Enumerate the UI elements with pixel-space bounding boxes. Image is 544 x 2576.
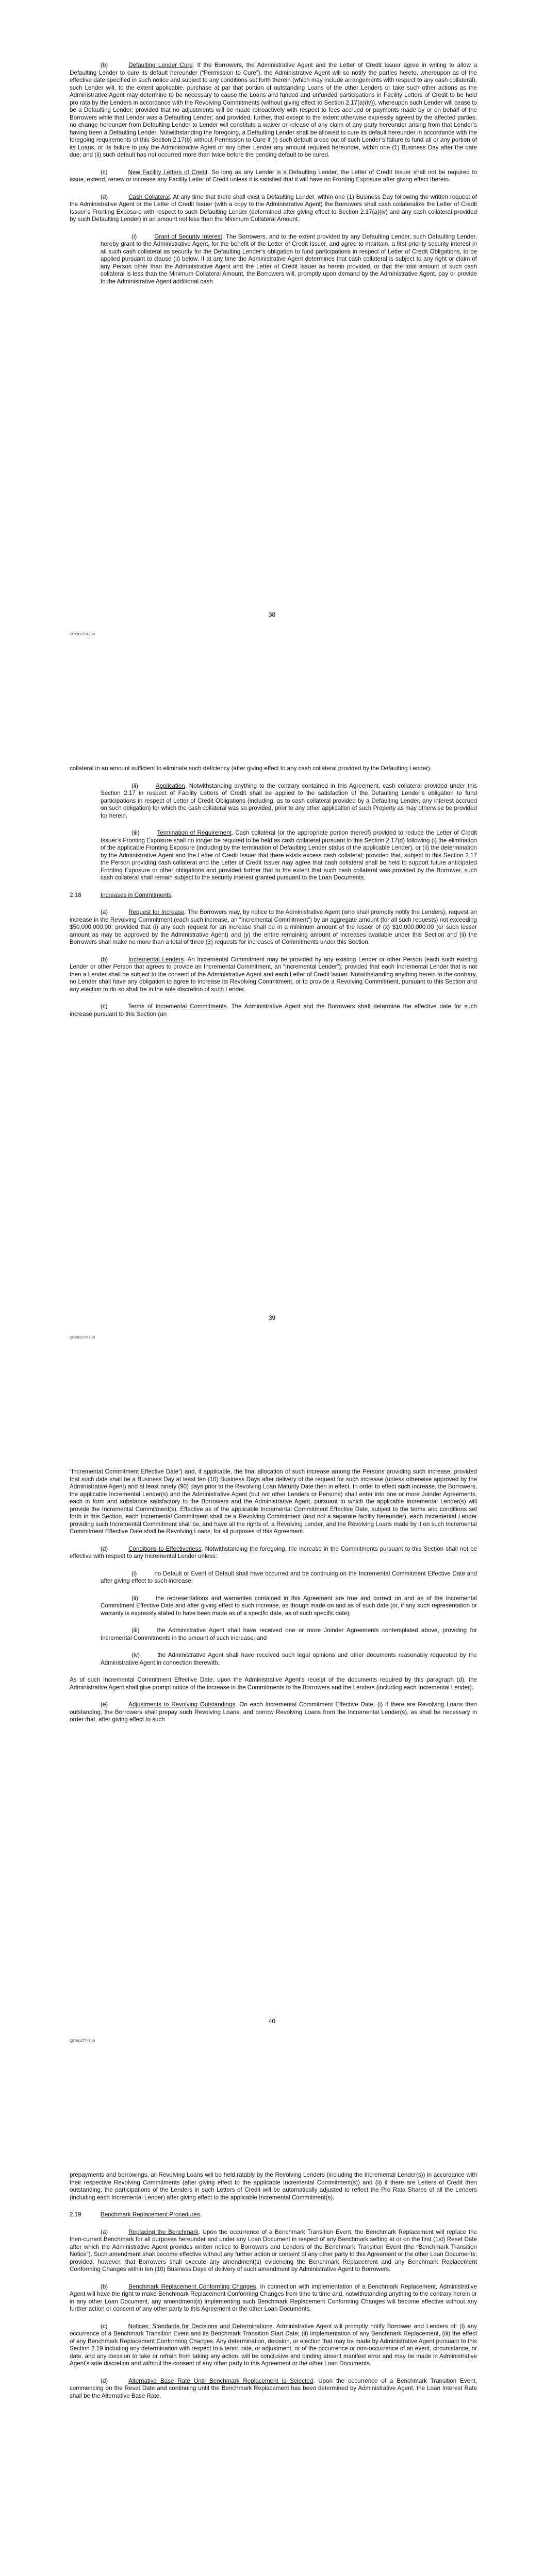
paragraph-label: (iii) [131, 1627, 140, 1634]
paragraph-title: Conditions to Effectiveness [128, 1545, 202, 1552]
paragraph-text: . The Borrowers may, by notice to the Administrative Agent (who shall promptly notify the Lenders), request an increase in the Revolving Commitment (each such increase, an “Incremental Commitment”) by an aggregate amount (for all such requests) not exceeding $50,000,000.00; provided that (i) any such request for an increase shall be in a minimum amount of the lesser of (x) $10,000,000.00 (or such lesser amount as may be approved by the Administrative Agent) and (y) the entire remaining amount of increases available under this Section and (ii) the Borrowers shall make no more than a total of three (3) requests for increases of Commitments under this Section. [70, 909, 477, 945]
paragraph-label: (d) [101, 1545, 108, 1552]
paragraph [70, 2229, 477, 2274]
paragraph [70, 1546, 477, 1561]
paragraph-continuation: collateral in an amount sufficient to eliminate such deficiency (after giving effect to any cash collateral provided by the Defaulting Lender). [70, 765, 432, 772]
paragraph [70, 62, 477, 159]
paragraph-title: Defaulting Lender Cure [128, 62, 193, 69]
paragraph-title: Request for Increase [128, 909, 185, 916]
paragraph [70, 1003, 477, 1018]
paragraph-text: . In connection with implementation of a Benchmark Replacement, Administrative Agent will have the right to make Benchmark Replacement Conforming Changes from time to time and, notwithstanding anything to the contrary herein or in any other Loan Document, any amendment(s) implementing such Benchmark Replacement Conforming Changes will become effective without any further action or consent of any other party to this Agreement or the other Loan Documents. [70, 2283, 477, 2312]
paragraph-title: Termination of Requirement [157, 829, 232, 836]
paragraph [70, 2283, 477, 2313]
page-number: 39 [269, 1315, 275, 1321]
paragraph [70, 169, 477, 184]
paragraph-text: . The Borrowers, and to the extent provided by any Defaulting Lender, such Defaulting Lender, hereby grant to the Administrative Agent, for the benefit of the Letter of Credit Issuer, and agree to maintain, a first priority security interest in all such cash collateral as security for the Defaulting Lender’s obligation to fund participations in respect of Letter of Credit Obligations, to be applied pursuant to clause (ii) below. If at any time the Administrative Agent determines that cash collateral is subject to any right or claim of any Person other than the Administrative Agent and the Letter of Credit Issuer as herein provided, or that the total amount of such cash collateral is less than the Minimum Collateral Amount, the Borrowers will, promptly upon demand by the Administrative Agent, pay or provide to the Administrative Agent additional cash [101, 233, 477, 285]
paragraph [70, 909, 477, 946]
paragraph-text: no Default or Event of Default shall have occurred and be continuing on the Incremental Commitment Effective Date and after giving effect to such increase; [101, 1570, 477, 1584]
document-page [0, 703, 544, 1406]
paragraph-label: (b) [101, 62, 108, 69]
paragraph [70, 194, 477, 224]
page-content [70, 1468, 477, 1734]
paragraph-label: (b) [101, 2283, 108, 2290]
subparagraph [101, 1595, 477, 1618]
section-number: 2.19 [70, 2211, 81, 2218]
subparagraph [101, 1570, 477, 1585]
paragraph [70, 1701, 477, 1724]
page-number: 38 [269, 612, 275, 618]
paragraph-text: . So long as any Lender is a Defaulting Lender, the Letter of Credit Issuer shall not be required to issue, extend, renew or increase any Facility Letter of Credit unless it is satisfied that it will have no Fronting Exposure after giving effect thereto. [70, 168, 477, 183]
paragraph-text: . At any time that there shall exist a Defaulting Lender, within one (1) Business Day following the written request of the Administrative Agent or the Letter of Credit Issuer (with a copy to the Administrative Agent) the Borrowers shall cash collateralize the Letter of Credit Issuer’s Fronting Exposure with respect to such Defaulting Lender (determined after giving effect to Section 2.17(a)(iv) and any cash collateral provided by such Defaulting Lender) in an amount not less than the Minimum Collateral Amount. [70, 193, 477, 223]
page-content [70, 62, 477, 295]
page-content [70, 765, 477, 1028]
paragraph-label: (a) [101, 2228, 108, 2235]
paragraph-text: the representations and warranties contained in this Agreement are true and correct on and as of the Incremental Commitment Effective Date and after giving effect to such increase, as though made on and as of such date (or, if any such representation or warranty is expressly stated to have been made as of a specific date, as of such specific date); [101, 1595, 477, 1617]
paragraph-label: (ii) [131, 782, 138, 789]
document-id: QB\89127747.10 [70, 633, 95, 636]
section-title-punct: . [200, 2211, 202, 2218]
subparagraph [101, 1652, 477, 1667]
document-page [0, 0, 544, 703]
subparagraph [101, 1627, 477, 1642]
paragraph-text: the Administrative Agent shall have received such legal opinions and other documents reasonably requested by the Administrative Agent in connection therewith. [101, 1652, 477, 1666]
paragraph-continuation: “Incremental Commitment Effective Date”) and, if applicable, the final allocation of such increase among the Persons providing such increase; provided that such date shall be a Business Day at least ten (10) Business Days after delivery of the request for such increase (unless otherwise approved by the Administrative Agent) and at least ninety (90) days prior to the Revolving Loan Maturity Date then in effect. In order to effect such increase, the Borrowers, the applicable Incremental Lender(s) and the Administrative Agent (but not other Lenders or Persons) shall enter into one or more Joinder Agreements, each in form and substance satisfactory to the Borrowers and the Administrative Agent, pursuant to which the applicable Incremental Lender(s) will provide the Incremental Commitment(s). Effective as of the applicable Incremental Commitment Effective Date, subject to the terms and conditions set forth in this Section, each Incremental Commitment shall be a Revolving Commitment (and not a separate facility hereunder), each Incremental Lender providing such Incremental Commitment shall be, and have all the rights of, a Revolving Lender, and the Revolving Loans made by it on such Incremental Commitment Effective Date shall be Revolving Loans, for all purposes of this Agreement. [70, 1468, 477, 1535]
paragraph-label: (iv) [131, 1652, 140, 1658]
paragraph-label: (i) [131, 1570, 137, 1577]
paragraph-title: Alternative Base Rate Until Benchmark Replacement is Selected [128, 2377, 314, 2384]
subparagraph [101, 783, 477, 820]
paragraph [70, 2323, 477, 2368]
section-number: 2.18 [70, 891, 81, 899]
document-page [0, 1406, 544, 2110]
paragraph-text: . Upon the occurrence of a Benchmark Transition Event, the Benchmark Replacement will replace the then-current Benchmark for all purposes hereunder and under any Loan Document in respect of any Benchmark setting at or on the first (1st) Reset Date after which the Administrative Agent provides written notice to Borrowers and Lenders of the Benchmark Transition Event (the “Benchmark Transition Notice”). Such amendment shall become effective without any further action or consent of any other party to this Agreement or the other Loan Documents; provided, however, that Borrowers shall execute any amendment(s) evidencing the Benchmark Replacement and any Benchmark Replacement Conforming Changes within ten (10) Business Days of delivery of such amendment by Administrative Agent to Borrowers. [70, 2228, 477, 2273]
paragraph-text: . Notwithstanding anything to the contrary contained in this Agreement, cash collateral provided under this Section 2.17 in respect of Facility Letters of Credit shall be applied to the satisfaction of the Defaulting Lender’s obligation to fund participations in respect of Letter of Credit Obligations (including, as to cash collateral provided by a Defaulting Lender, any interest accrued on such obligation) for which the cash collateral was so provided, prior to any other application of such Property as may otherwise be provided for herein. [101, 782, 477, 819]
paragraph-label: (e) [101, 1701, 108, 1708]
paragraph-label: (c) [101, 168, 108, 176]
paragraph-title: Grant of Security Interest [154, 233, 222, 240]
paragraph-label: (c) [101, 1003, 108, 1010]
paragraph-label: (b) [101, 956, 108, 963]
paragraph-label: (ii) [131, 1595, 138, 1602]
page-content [70, 2172, 477, 2410]
paragraph-label: (d) [101, 193, 108, 200]
document-id: QB\89127747.10 [70, 1336, 95, 1340]
paragraph-text: . On each Incremental Commitment Effective Date, (i) if there are Revolving Loans then outstanding, the Borrowers shall prepay such Revolving Loans, and borrow Revolving Loans from the Incremental Lender(s), as shall be necessary in order that, after giving effect to such [70, 1701, 477, 1723]
paragraph-text: . Notwithstanding the foregoing, the increase in the Commitments pursuant to this Section shall not be effective with respect to any Incremental Lender unless: [70, 1545, 477, 1560]
subparagraph [101, 233, 477, 286]
paragraph [70, 956, 477, 994]
paragraph-title: Benchmark Replacement Conforming Changes [128, 2283, 256, 2290]
paragraph-label: (d) [101, 2377, 108, 2384]
paragraph-title: Notices; Standards for Decisions and Determinations [128, 2323, 273, 2330]
paragraph-title: Adjustments to Revolving Outstandings [128, 1701, 236, 1708]
paragraph-title: Application [155, 782, 185, 789]
paragraph-text: . An Incremental Commitment may be provided by any existing Lender or other Person (each such existing Lender or other Person that agrees to provide an Incremental Commitment, an “Incremental Lender”); provided that each Incremental Lender that is not then a Lender shall be subject to the consent of the Administrative Agent and each Letter of Credit Issuer. Notwithstanding anything herein to the contrary, no Lender shall have any obligation to agree to increase its Revolving Commitment, or to provide a Revolving Commitment, pursuant to this Section and any election to do so shall be in the sole discretion of such Lender. [70, 956, 477, 993]
page-number: 40 [269, 2019, 275, 2025]
paragraph-continuation: prepayments and borrowings, all Revolving Loans will be held ratably by the Revolving Lenders (including the Incremental Lender(s)) in accordance with their respective Revolving Commitments (after giving effect to the applicable Incremental Commitment(s)) and (ii) if there are Letters of Credit then outstanding, the participations of the Lenders in such Letters of Credit will be automatically adjusted to reflect the Pro Rata Shares of all the Lenders (including each Incremental Lender) after giving effect to the applicable Incremental Commitment(s). [70, 2172, 477, 2201]
paragraph-text: the Administrative Agent shall have received one or more Joinder Agreements contemplated above, providing for Incremental Commitments in the amount of such increase; and [101, 1627, 477, 1641]
paragraph-continuation: As of such Incremental Commitment Effective Date, upon the Administrative Agent’s receipt of the documents required by this paragraph (d), the Administrative Agent shall give prompt notice of the increase in the Commitments to the Borrowers and the Lenders (including each Incremental Lender). [70, 1676, 477, 1691]
paragraph-title: New Facility Letters of Credit [128, 168, 208, 176]
paragraph-label: (i) [131, 233, 137, 240]
document-id: QB\89127747.10 [70, 2039, 95, 2043]
section-title: Increases in Commitments [101, 891, 172, 899]
paragraph-text: . Upon the occurrence of a Benchmark Transition Event, commencing on the Reset Date and continuing until the Benchmark Replacement has been determined by Administrative Agent, the Loan Interest Rate shall be the Alternative Base Rate. [70, 2377, 477, 2399]
paragraph-title: Terms of Incremental Commitments [128, 1003, 227, 1010]
paragraph-text: . Administrative Agent will promptly notify Borrower and Lenders of: (i) any occurrence of a Benchmark Transition Event and its Benchmark Transition Start Date; (ii) implementation of any Benchmark Replacement, (iii) the effect of any Benchmark Replacement Conforming Changes. Any determination, decision, or election that may be made by Administrative Agent pursuant to this Section 2.19 including any determination with respect to a tenor, rate, or adjustment, or of the occurrence or non-occurrence of an event, circumstance, or date, and any decision to take or refrain from taking any action, will be conclusive and binding absent manifest error and may be made in Administrative Agent’s sole discretion and without the consent of any other party to this Agreement or the other Loan Documents. [70, 2323, 477, 2367]
paragraph-title: Incremental Lenders [128, 956, 184, 963]
paragraph-text: . Cash collateral (or the appropriate portion thereof) provided to reduce the Letter of Credit Issuer’s Fronting Exposure shall no longer be required to be held as cash collateral pursuant to this Section 2.17(d) following (i) the elimination of the applicable Fronting Exposure (including by the termination of Defaulting Lender status of the applicable Lender), or (ii) the determination by the Administrative Agent and the Letter of Credit Issuer that there exists excess cash collateral; provided that, subject to this Section 2.17 the Person providing cash collateral and the Letter of Credit Issuer may agree that cash collateral shall be held to support future anticipated Fronting Exposure or other obligations and provided further that to the extent that such cash collateral was provided by the Borrower, such cash collateral shall remain subject to the security interest granted pursuant to the Loan Documents. [101, 829, 477, 881]
section-heading [70, 892, 477, 900]
paragraph-label: (a) [101, 909, 108, 916]
paragraph-text: . If the Borrowers, the Administrative Agent and the Letter of Credit Issuer agree in writing to allow a Defaulting Lender to cure its default hereunder (“Permission to Cure”), the Administrative Agent will so notify the parties hereto, whereupon as of the effective date specified in such notice and subject to any conditions set forth therein (which may include arrangements with respect to any cash collateral), such Lender will, to the extent applicable, purchase at par that portion of outstanding Loans of the other Lenders or take such other actions as the Administrative Agent may determine to be necessary to cause the Loans and funded and unfunded participations in Facility Letters of Credit to be held pro rata by the Lenders in accordance with the Revolving Commitments (without giving effect to Section 2.17(a)(iv)), whereupon such Lender will cease to be a Defaulting Lender; provided that no adjustments will be made retroactively with respect to fees accrued or payments made by or on behalf of the Borrowers while that Lender was a Defaulting Lender; and provided, further, that except to the extent otherwise expressly agreed by the affected parties, no change hereunder from Defaulting Lender to Lender will constitute a waiver or release of any claim of any party hereunder arising from that Lender’s having been a Defaulting Lender. Notwithstanding the foregoing, a Defaulting Lender shall be allowed to cure its default hereunder in accordance with the foregoing requirements of this Section 2.17(b) without Permission to Cure if (i) such default arose out of such Lender’s failure to fund all or any portion of its Loans, or its failure to pay the Administrative Agent or any other Lender any amount required hereunder, within one (1) Business Day after the date due; and (ii) such default has not occurred more than twice before the pending default to be cured. [70, 62, 477, 158]
section-title: Benchmark Replacement Procedures [101, 2211, 200, 2218]
section-title-punct: . [171, 891, 173, 899]
section-heading [70, 2211, 477, 2219]
paragraph [70, 2378, 477, 2400]
paragraph-title: Replacing the Benchmark [128, 2228, 199, 2235]
document-page [0, 2110, 544, 2576]
paragraph-title: Cash Collateral [128, 193, 170, 200]
paragraph-label: (iii) [131, 829, 140, 836]
subparagraph [101, 829, 477, 882]
paragraph-text: . The Administrative Agent and the Borrowers shall determine the effective date for such increase pursuant to this Section (an [70, 1003, 477, 1018]
paragraph-label: (c) [101, 2323, 108, 2330]
